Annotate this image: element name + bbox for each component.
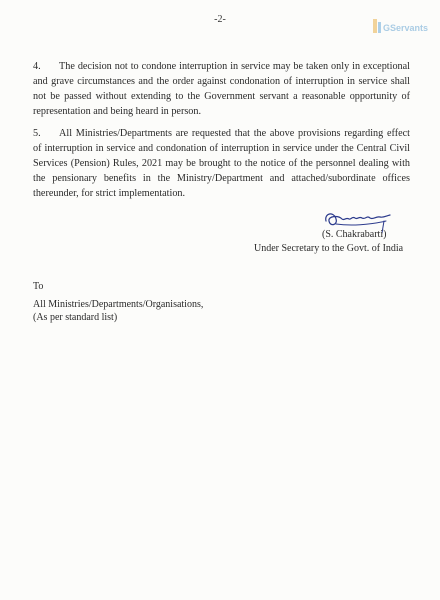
to-label: To xyxy=(33,281,44,292)
paragraph-5 xyxy=(33,126,410,201)
addressee-line: (As per standard list) xyxy=(33,312,118,323)
paragraph-number: 5. xyxy=(33,128,41,139)
signatory-name: (S. Chakrabarti) xyxy=(322,229,387,240)
paragraph-text: All Ministries/Departments are requested that the above provisions regarding effect of interruption in service and condonation of interruption in service under the Central Civil Services (Pension) Rules, 2021 may be brought to the notice of the personnel dealing with the pensionary benefits in the Ministry/Department and attached/subordinate offices thereunder, for strict implementation. xyxy=(33,128,410,199)
addressee-line: All Ministries/Departments/Organisations, xyxy=(33,299,204,310)
site-watermark-logo xyxy=(372,16,429,36)
addressee-block xyxy=(33,298,203,324)
paragraph-text: The decision not to condone interruption in service may be taken only in exceptional and grave circumstances and the order against condonation of interruption in service shall not be passed without extending to the Government servant a reasonable opportunity of representation and being heard in person. xyxy=(33,61,410,117)
paragraph-4 xyxy=(33,59,410,119)
signatory-designation: Under Secretary to the Govt. of India xyxy=(254,243,404,254)
page-number: -2- xyxy=(214,14,226,25)
paragraph-number: 4. xyxy=(33,61,41,72)
svg-text:GServants: GServants xyxy=(383,23,429,33)
